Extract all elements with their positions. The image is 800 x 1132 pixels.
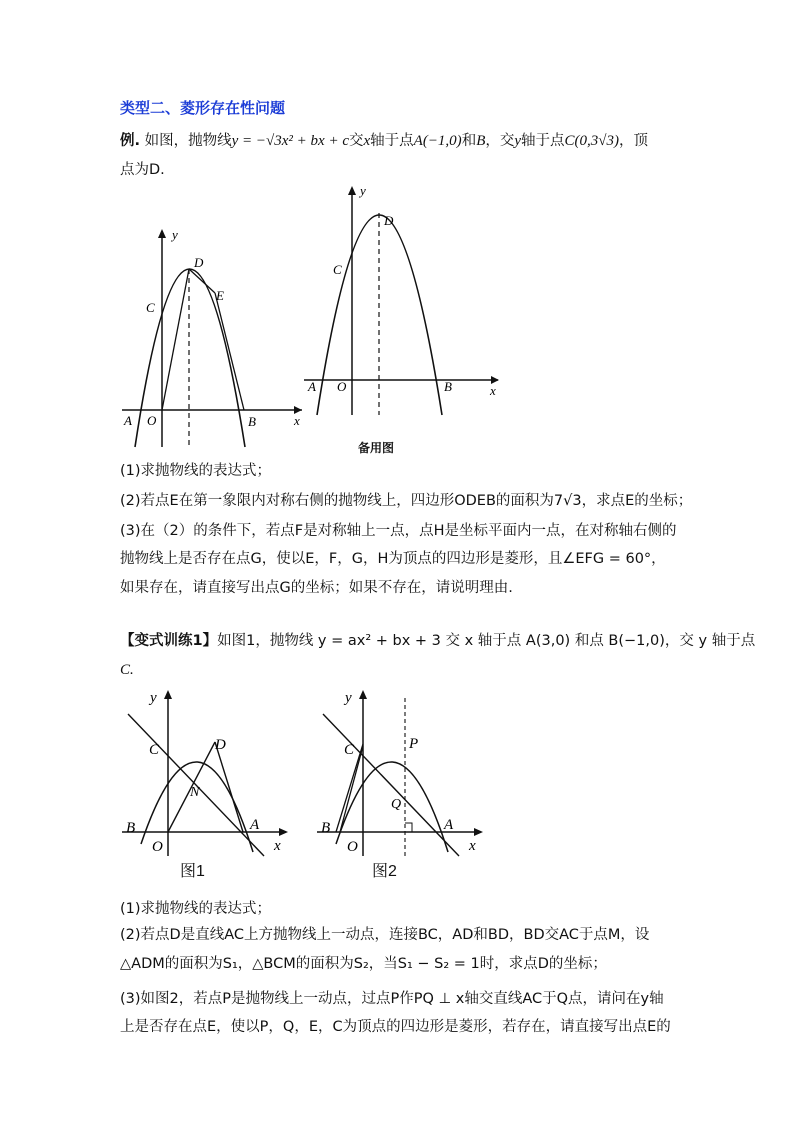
question-3-line-1: (3)在（2）的条件下，若点F是对称轴上一点，点H是坐标平面内一点，在对称轴右侧的 (120, 523, 677, 539)
figure-example-spare (300, 183, 500, 418)
variant-line-1: 【变式训练1】如图1，抛物线 y = ax² + bx + 3 交 x 轴于点 A(3,0) 和点 B(−1,0)，交 y 轴于点 (120, 633, 756, 649)
question-2: (2)若点E在第一象限内对称右侧的抛物线上，四边形ODEB的面积为7√3，求点E的坐标； (120, 493, 693, 509)
label-c: C (149, 742, 160, 758)
variant-question-2-line-1: (2)若点D是直线AC上方抛物线上一动点，连接BC，AD和BD，BD交AC于点M，设 (120, 927, 650, 943)
label-c: C (333, 262, 342, 277)
label-c: C (344, 742, 355, 758)
label-o: O (147, 413, 157, 428)
segment-eb (215, 293, 244, 410)
label-c: C (146, 300, 155, 315)
variant-question-2-line-2: △ADM的面积为S₁，△BCM的面积为S₂，当S₁ − S₂ = 1时，求点D的坐标； (120, 956, 607, 972)
label-a: A (444, 817, 454, 833)
variant-question-3-line-2: 上是否存在点E，使以P，Q，E，C为顶点的四边形是菱形，若存在，请直接写出点E的 (120, 1019, 671, 1035)
label-b: B (126, 820, 136, 836)
label-o: O (337, 379, 347, 394)
y-axis-arrow (158, 229, 166, 238)
variant-tag: 【变式训练1】 (120, 633, 218, 649)
label-d: D (215, 737, 226, 753)
figure-variant-1 (118, 684, 293, 859)
label-d: D (194, 255, 204, 270)
label-b: B (444, 379, 452, 394)
example-line-2: 点为D. (120, 162, 165, 178)
y-axis-arrow (359, 690, 367, 699)
question-3-line-2: 抛物线上是否存在点G，使以E，F，G，H为顶点的四边形是菱形，且∠EFG = 60°， (120, 551, 666, 567)
figure-caption-1: 图1 (180, 863, 205, 880)
section-title: 类型二、菱形存在性问题 (120, 99, 286, 117)
x-axis-label: x (274, 838, 281, 854)
x-axis-arrow (279, 828, 288, 836)
label-p: P (409, 736, 419, 752)
segment-od (162, 269, 189, 410)
right-angle-mark (405, 823, 412, 832)
label-o: O (347, 839, 358, 855)
label-b: B (321, 820, 331, 836)
example-label: 例. (120, 133, 141, 149)
y-axis-label: y (172, 227, 178, 242)
segment-de (189, 269, 215, 293)
y-axis-label: y (150, 690, 157, 706)
x-axis-label: x (294, 413, 300, 428)
label-a: A (308, 379, 316, 394)
y-axis-label: y (345, 690, 352, 706)
label-q: Q (391, 797, 402, 812)
figure-caption-spare: 备用图 (358, 441, 395, 455)
variant-line-2: C. (120, 662, 134, 678)
x-axis-label: x (490, 383, 496, 398)
y-axis-arrow (348, 186, 356, 195)
point-b: B (476, 133, 486, 149)
question-1: (1)求抛物线的表达式； (120, 463, 272, 479)
variant-question-3-line-1: (3)如图2，若点P是抛物线上一动点，过点P作PQ ⊥ x轴交直线AC于Q点，请问在y轴 (120, 991, 664, 1007)
x-axis-label: x (469, 838, 476, 854)
figure-example-main (118, 225, 308, 450)
point-a: A(−1,0) (413, 133, 462, 149)
example-line-1: 例. 如图，抛物线y = −√3x² + bx + c交x轴于点A(−1,0)和B，交y轴于点C(0,3√3)，顶 (120, 133, 649, 149)
parabola-equation: y = −√3x² + bx + c (231, 133, 349, 149)
line-ac (323, 714, 459, 856)
x-axis-arrow (474, 828, 483, 836)
label-o: O (152, 839, 163, 855)
y-axis-arrow (164, 690, 172, 699)
label-a: A (124, 413, 132, 428)
figure-caption-2: 图2 (372, 863, 397, 880)
point-c: C(0,3√3) (564, 133, 620, 149)
question-3-line-3: 如果存在，请直接写出点G的坐标；如果不存在，请说明理由. (120, 580, 513, 596)
label-e: E (216, 288, 224, 303)
label-a: A (250, 817, 260, 833)
y-axis-label: y (360, 183, 366, 198)
variant-question-1: (1)求抛物线的表达式； (120, 901, 272, 917)
figure-variant-2 (313, 684, 488, 859)
label-d: D (384, 213, 394, 228)
label-n: N (190, 785, 200, 800)
label-b: B (248, 414, 256, 429)
